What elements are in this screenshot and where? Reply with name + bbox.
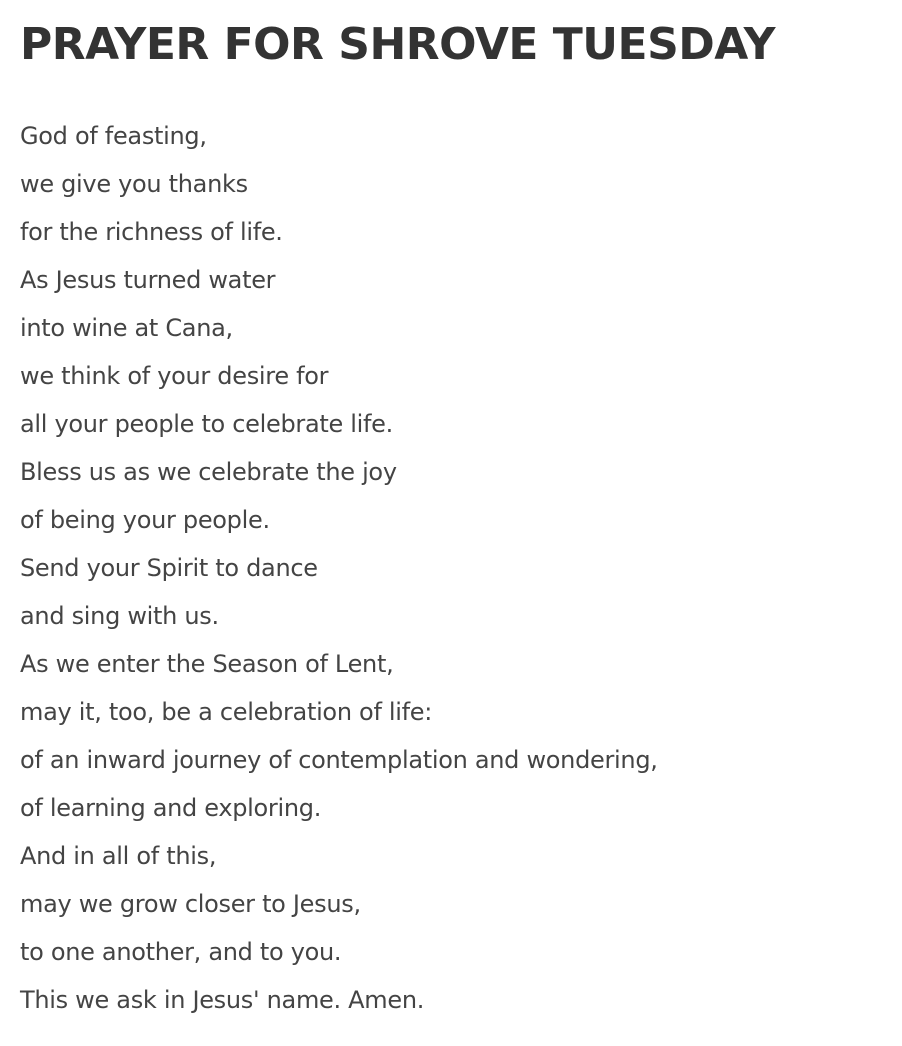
- prayer-line: may we grow closer to Jesus,: [20, 890, 361, 918]
- prayer-line: Send your Spirit to dance: [20, 554, 318, 582]
- prayer-line: into wine at Cana,: [20, 314, 233, 342]
- prayer-text: [20, 112, 658, 1024]
- prayer-line: of an inward journey of contemplation and wondering,: [20, 746, 658, 774]
- prayer-page: [20, 0, 880, 1014]
- prayer-line: to one another, and to you.: [20, 938, 342, 966]
- prayer-line: Bless us as we celebrate the joy: [20, 458, 397, 486]
- prayer-line: This we ask in Jesus' name. Amen.: [20, 986, 425, 1014]
- prayer-line: of learning and exploring.: [20, 794, 322, 822]
- prayer-line: for the richness of life.: [20, 218, 283, 246]
- prayer-line: we give you thanks: [20, 170, 248, 198]
- page-title: PRAYER FOR SHROVE TUESDAY: [20, 19, 776, 70]
- prayer-line: all your people to celebrate life.: [20, 410, 393, 438]
- prayer-line: may it, too, be a celebration of life:: [20, 698, 433, 726]
- prayer-line: As we enter the Season of Lent,: [20, 650, 394, 678]
- prayer-line: we think of your desire for: [20, 362, 329, 390]
- prayer-line: God of feasting,: [20, 122, 207, 150]
- prayer-line: As Jesus turned water: [20, 266, 276, 294]
- prayer-line: and sing with us.: [20, 602, 219, 630]
- prayer-line: of being your people.: [20, 506, 270, 534]
- prayer-line: And in all of this,: [20, 842, 217, 870]
